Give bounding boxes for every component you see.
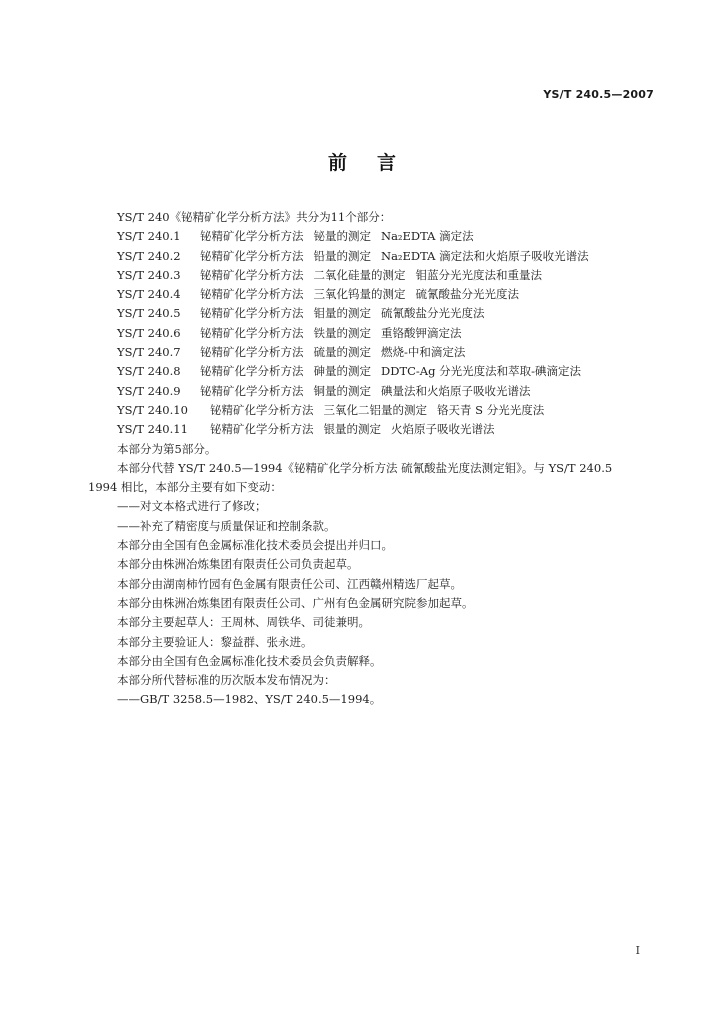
part-method: 燃烧-中和滴定法 (381, 345, 466, 360)
part-method: DDTC-Ag 分光光度法和萃取-碘滴定法 (381, 364, 582, 379)
change-item: ——补充了精密度与质量保证和控制条款。 (117, 518, 336, 533)
page-title: 前言 (327, 152, 426, 174)
part-row (88, 227, 650, 246)
statement-main-drafters: 本部分主要起草人：王周林、周铁华、司徒兼明。 (117, 615, 370, 630)
part-row (88, 266, 650, 285)
part-item: 银量的测定 (323, 422, 381, 437)
statement-history-intro: 本部分所代替标准的历次版本发布情况为： (117, 673, 336, 688)
part-code: YS/T 240.9 (117, 383, 181, 398)
part-series: 铋精矿化学分析方法 (200, 325, 304, 340)
statement-participants: 本部分由株洲冶炼集团有限责任公司、广州有色金属研究院参加起草。 (117, 595, 474, 610)
intro-paragraph: YS/T 240《铋精矿化学分析方法》共分为11个部分： (117, 210, 392, 224)
part-item: 三氧化二铝量的测定 (323, 402, 427, 417)
part-row (88, 420, 650, 439)
part-series: 铋精矿化学分析方法 (200, 229, 304, 244)
part-row (88, 285, 650, 304)
part-code: YS/T 240.6 (117, 325, 181, 340)
part-code: YS/T 240.7 (117, 345, 181, 360)
statement-proposed: 本部分由全国有色金属标准化技术委员会提出并归口。 (117, 538, 393, 553)
part-method: 碘量法和火焰原子吸收光谱法 (381, 383, 531, 398)
change-item: ——对文本格式进行了修改； (117, 499, 267, 514)
part-method: 火焰原子吸收光谱法 (391, 422, 495, 437)
part-row (88, 401, 650, 420)
part-code: YS/T 240.2 (117, 248, 181, 263)
part-code: YS/T 240.1 (117, 229, 181, 244)
page-number: I (635, 944, 640, 957)
part-series: 铋精矿化学分析方法 (210, 402, 314, 417)
part-item: 铜量的测定 (313, 383, 371, 398)
part-item: 砷量的测定 (313, 364, 371, 379)
statement-interpretation: 本部分由全国有色金属标准化技术委员会负责解释。 (117, 653, 382, 668)
foreword-body (88, 208, 650, 710)
part-method: 钼蓝分光光度法和重量法 (415, 267, 542, 282)
this-part-statement: 本部分为第5部分。 (117, 441, 217, 456)
part-code: YS/T 240.10 (117, 402, 188, 417)
statement-verifiers: 本部分主要验证人：黎益群、张永进。 (117, 634, 313, 649)
part-method: 硫氰酸盐分光光度法 (415, 287, 519, 302)
part-row (88, 324, 650, 343)
part-method: 硫氰酸盐分光光度法 (381, 306, 485, 321)
part-item: 铋量的测定 (313, 229, 371, 244)
part-series: 铋精矿化学分析方法 (200, 287, 304, 302)
statement-drafter: 本部分由株洲冶炼集团有限责任公司负责起草。 (117, 557, 359, 572)
part-code: YS/T 240.11 (117, 422, 188, 437)
part-method: 重铬酸钾滴定法 (381, 325, 462, 340)
part-series: 铋精矿化学分析方法 (200, 345, 304, 360)
part-item: 硫量的测定 (313, 345, 371, 360)
part-item: 铁量的测定 (313, 325, 371, 340)
replaces-statement-continued: 1994 相比，本部分主要有如下变动： (88, 480, 282, 495)
history-list: ——GB/T 3258.5—1982、YS/T 240.5—1994。 (117, 692, 382, 707)
part-method: Na₂EDTA 滴定法和火焰原子吸收光谱法 (381, 248, 589, 263)
part-method: 铬天青 S 分光光度法 (437, 402, 545, 417)
part-row (88, 362, 650, 381)
part-series: 铋精矿化学分析方法 (200, 383, 304, 398)
part-row (88, 304, 650, 323)
part-series: 铋精矿化学分析方法 (210, 422, 314, 437)
part-row (88, 247, 650, 266)
part-row (88, 382, 650, 401)
part-series: 铋精矿化学分析方法 (200, 306, 304, 321)
part-code: YS/T 240.8 (117, 364, 181, 379)
part-method: Na₂EDTA 滴定法 (381, 229, 474, 244)
part-item: 二氧化硅量的测定 (313, 267, 406, 282)
part-row (88, 343, 650, 362)
part-code: YS/T 240.5 (117, 306, 181, 321)
part-series: 铋精矿化学分析方法 (200, 267, 304, 282)
replaces-statement: 本部分代替 YS/T 240.5—1994《铋精矿化学分析方法 硫氰酸盐光度法测定钼》。与 YS/T 240.5 (117, 460, 613, 475)
part-item: 铅量的测定 (313, 248, 371, 263)
part-series: 铋精矿化学分析方法 (200, 248, 304, 263)
part-item: 三氧化钨量的测定 (313, 287, 406, 302)
statement-co-drafter: 本部分由湖南柿竹园有色金属有限责任公司、江西赣州精选厂起草。 (117, 576, 462, 591)
part-code: YS/T 240.4 (117, 287, 181, 302)
part-code: YS/T 240.3 (117, 267, 181, 282)
part-item: 钼量的测定 (313, 306, 371, 321)
standard-code: YS/T 240.5—2007 (543, 88, 654, 101)
part-series: 铋精矿化学分析方法 (200, 364, 304, 379)
